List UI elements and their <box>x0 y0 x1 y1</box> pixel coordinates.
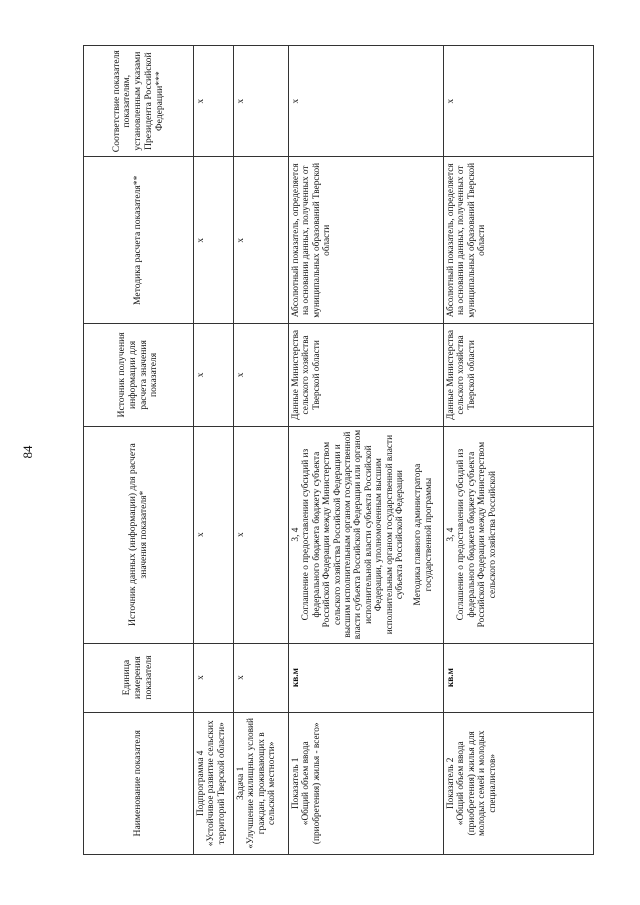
row-title: «Устойчивое развитие сельских территорий Тверской области» <box>206 720 227 847</box>
unit-cell: кв.м <box>289 643 444 712</box>
unit-cell: х <box>194 643 234 712</box>
table-row <box>444 46 594 855</box>
header-data-source: Источник данных (информации) для расчета значения показателя* <box>84 426 194 643</box>
row-label: Подпрограмма 4 <box>196 750 206 817</box>
unit-cell: х <box>234 643 289 712</box>
source-ref-numbers: 3, 4 <box>291 527 301 542</box>
decree-cell: х <box>194 46 234 157</box>
unit-cell: кв.м <box>444 643 594 712</box>
decree-cell: х <box>444 46 594 157</box>
data-source-cell <box>289 426 444 643</box>
source-method-text: Методика главного администратора государственной программы <box>413 463 434 606</box>
info-source-cell: Данные Министерства сельского хозяйства Тверской области <box>444 324 594 426</box>
header-info-source: Источник получения информации для расчета значения показателя <box>84 324 194 426</box>
row-label: Показатель 1 <box>291 757 301 810</box>
table-row <box>289 46 444 855</box>
indicator-name-cell <box>289 712 444 854</box>
header-indicator-name: Наименование показателя <box>84 712 194 854</box>
calc-method-cell: х <box>194 157 234 324</box>
row-title: «Улучшение жилищных условий граждан, проживающих в сельской местности» <box>246 717 278 849</box>
indicator-name-cell <box>194 712 234 854</box>
header-calc-method: Методика расчета показателя** <box>84 157 194 324</box>
header-decree-compliance: Соответствие показателя показателям, установленным указами Президента Российской Федерации*** <box>84 46 194 157</box>
row-title: «Общий объем ввода (приобретения) жилья - всего» <box>301 722 322 845</box>
calc-method-cell: х <box>234 157 289 324</box>
indicator-name-cell <box>234 712 289 854</box>
table-row <box>194 46 234 855</box>
header-unit: Единица измерения показателя <box>84 643 194 712</box>
data-source-cell: х <box>234 426 289 643</box>
info-source-cell: Данные Министерства сельского хозяйства Тверской области <box>289 324 444 426</box>
indicators-table <box>83 45 594 855</box>
table-header-row <box>84 46 194 855</box>
decree-cell: х <box>234 46 289 157</box>
page-number: 84 <box>20 445 35 459</box>
indicator-name-cell <box>444 712 594 854</box>
row-label: Задача 1 <box>236 766 246 800</box>
data-source-cell <box>444 426 594 643</box>
calc-method-cell: Абсолютный показатель, определяется на основании данных, полученных от муниципальных образований Тверской области <box>289 157 444 324</box>
source-agreement-text: Соглашение о предоставлении субсидий из федерального бюджета бюджету субъекта Российской Федерации между Министерством сельского хозяйства Российской <box>456 441 498 628</box>
calc-method-cell: Абсолютный показатель, определяется на основании данных, полученных от муниципальных образований Тверской области <box>444 157 594 324</box>
data-source-cell: х <box>194 426 234 643</box>
source-ref-numbers: 3, 4 <box>446 527 456 542</box>
row-label: Показатель 2 <box>446 757 456 810</box>
table-row <box>234 46 289 855</box>
info-source-cell: х <box>194 324 234 426</box>
source-agreement-text: Соглашение о предоставлении субсидий из федерального бюджета бюджету субъекта Российской Федерации между Министерством сельского хозяйства Российской Федерации и высшим исполнительным органом государственной власти субъекта Российской Федерации или органом исполнительной власти субъекта Российской Федерации, уполномоченным высшим исполнительным органом государственной власти субъекта Российской Федерации <box>301 429 406 640</box>
decree-cell: х <box>289 46 444 157</box>
rotated-table-wrapper <box>83 45 593 855</box>
info-source-cell: х <box>234 324 289 426</box>
row-title: «Общий объем ввода (приобретения) жилья для молодых семей и молодых специалистов» <box>456 730 498 836</box>
